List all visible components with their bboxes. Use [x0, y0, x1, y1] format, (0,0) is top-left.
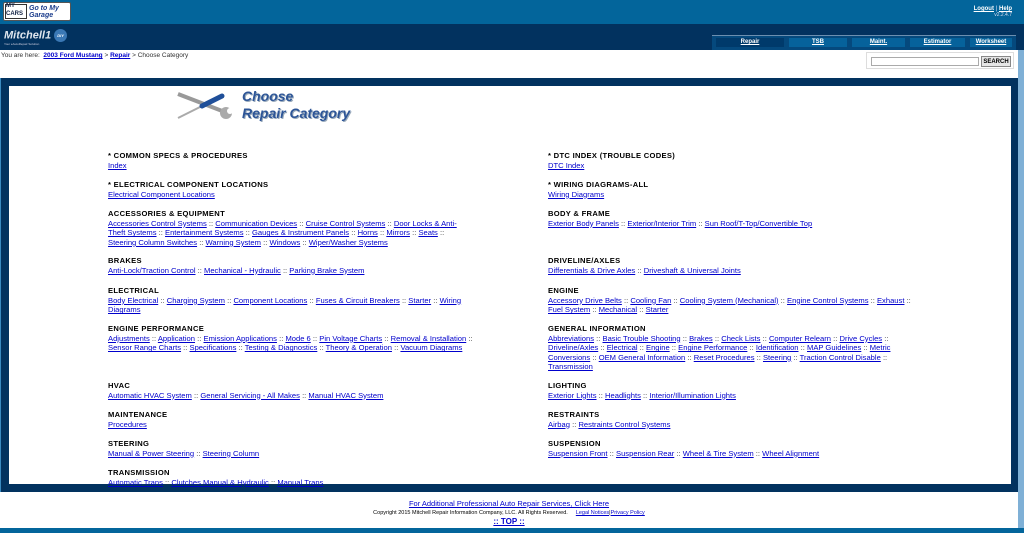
title-line2: Repair Category: [242, 105, 351, 121]
category-title: DRIVELINE/AXLES: [548, 256, 621, 265]
category-link[interactable]: Metric Conversions: [548, 343, 891, 362]
category-link[interactable]: Wheel Alignment: [762, 448, 820, 458]
category-link[interactable]: Steering: [762, 352, 792, 362]
category-link[interactable]: Starter: [645, 305, 669, 315]
garage-label: Go to My Garage: [29, 4, 59, 19]
category-link[interactable]: Wiper/Washer Systems: [308, 237, 388, 247]
category-title: MAINTENANCE: [108, 410, 168, 419]
category-title: * DTC INDEX (TROUBLE CODES): [548, 151, 676, 160]
category-links: [548, 391, 913, 401]
category-link[interactable]: Differentials & Drive Axles: [548, 265, 636, 275]
right-strip: [1018, 50, 1024, 533]
copyright: Copyright 2015 Mitchell Repair Information Company, LLC. All Rights Reserved.: [373, 510, 568, 516]
category-links: [108, 266, 473, 276]
category-link[interactable]: Application: [157, 333, 196, 343]
category-link[interactable]: Driveline/Axles: [548, 343, 599, 353]
link-separator: ::: [592, 352, 597, 362]
category-driveline-axles: [548, 256, 913, 275]
tab-label[interactable]: Maint.: [869, 39, 888, 45]
category-links: [108, 296, 473, 315]
link-separator: ::: [673, 295, 678, 305]
link-separator: ::: [199, 237, 204, 247]
breadcrumb-repair[interactable]: Repair: [110, 52, 131, 59]
category-link[interactable]: Accessory Drive Belts: [548, 295, 622, 305]
go-to-my-garage-button[interactable]: [3, 2, 71, 21]
category-links: [108, 420, 473, 430]
category-link[interactable]: Cooling System (Mechanical): [679, 295, 779, 305]
professional-services-link[interactable]: For Additional Professional Auto Repair Services, Click Here: [408, 499, 610, 508]
link-separator: ::: [302, 237, 307, 247]
search-button[interactable]: SEARCH: [981, 56, 1011, 67]
category-engine: [548, 286, 913, 315]
link-separator: ::: [882, 352, 888, 362]
link-separator: ::: [600, 343, 605, 353]
category-suspension: [548, 439, 913, 458]
link-separator: ::: [282, 265, 288, 275]
link-separator: ::: [238, 343, 243, 353]
link-separator: ::: [197, 333, 202, 343]
category-title: HVAC: [108, 381, 131, 390]
link-separator: ::: [196, 448, 201, 458]
link-separator: ::: [755, 448, 761, 458]
category-link[interactable]: Engine Control Systems: [787, 295, 869, 305]
link-separator: ::: [639, 305, 644, 315]
category-links: [548, 420, 913, 430]
category-links: [548, 161, 913, 171]
category-title: * WIRING DIAGRAMS-ALL: [548, 180, 649, 189]
category-link[interactable]: Starter: [408, 295, 432, 305]
link-separator: ::: [394, 343, 399, 353]
category-title: SUSPENSION: [548, 439, 601, 448]
link-separator: ::: [596, 333, 601, 343]
link-separator: ::: [263, 237, 268, 247]
category-link[interactable]: Accessories Control Systems: [108, 218, 207, 228]
category-link[interactable]: Removal & Installation: [390, 333, 467, 343]
category-title: ENGINE PERFORMANCE: [108, 324, 205, 333]
link-separator: ::: [351, 228, 356, 238]
tab-worksheet[interactable]: [970, 38, 1012, 47]
link-separator: ::: [621, 218, 626, 228]
category-link[interactable]: Mirrors: [386, 228, 410, 238]
title-line1: Choose: [242, 88, 294, 104]
category-link[interactable]: DTC Index: [548, 160, 585, 170]
logout-link[interactable]: Logout: [973, 6, 994, 12]
category-hvac: [108, 381, 473, 400]
category-link[interactable]: Gauges & Instrument Panels: [252, 228, 350, 238]
page-header: [172, 88, 351, 129]
category-link[interactable]: Wheel & Tire System: [682, 448, 754, 458]
link-separator: ::: [312, 333, 318, 343]
category-link[interactable]: Automatic Trans: [108, 477, 163, 487]
category-link[interactable]: Traction Control Disable: [799, 352, 881, 362]
category-title: * ELECTRICAL COMPONENT LOCATIONS: [108, 180, 269, 189]
category-link[interactable]: Airbag: [548, 419, 570, 429]
link-separator: ::: [643, 390, 648, 400]
category-links: [548, 449, 913, 459]
breadcrumb-current: > Choose Category: [132, 52, 189, 59]
link-separator: ::: [160, 295, 165, 305]
link-separator: ::: [609, 448, 614, 458]
category-link[interactable]: General Servicing - All Makes: [200, 390, 300, 400]
category-electrical-component-locations: [108, 180, 473, 199]
link-separator: ::: [749, 343, 754, 353]
category-link[interactable]: Headlights: [605, 390, 641, 400]
breadcrumb-prefix: You are here:: [1, 52, 40, 59]
tab-estimator[interactable]: [910, 38, 965, 47]
category-link[interactable]: Engine: [646, 343, 670, 353]
category-link[interactable]: Exterior Lights: [548, 390, 597, 400]
category-link[interactable]: Automatic HVAC System: [108, 390, 192, 400]
category-title: BRAKES: [108, 256, 142, 265]
category-link[interactable]: Mechanical: [598, 305, 638, 315]
tab-tsb[interactable]: [789, 38, 847, 47]
category-links: [548, 266, 913, 276]
category-link[interactable]: Mode 6: [285, 333, 311, 343]
category-maintenance: [108, 410, 473, 429]
category-link[interactable]: Manual HVAC System: [308, 390, 384, 400]
link-separator: ::: [197, 265, 202, 275]
category-title: GENERAL INFORMATION: [548, 324, 646, 333]
category-title: ENGINE: [548, 286, 579, 295]
category-title: TRANSMISSION: [108, 468, 170, 477]
footer: [0, 499, 1018, 526]
category-link[interactable]: Basic Trouble Shooting: [602, 333, 681, 343]
link-separator: ::: [193, 390, 199, 400]
link-separator: ::: [800, 343, 805, 353]
category-link[interactable]: Specifications: [189, 343, 237, 353]
category-wiring-diagrams-all: [548, 180, 913, 199]
link-separator: ::: [183, 343, 188, 353]
category-title: RESTRAINTS: [548, 410, 600, 419]
link-separator: ::: [863, 343, 868, 353]
category-link[interactable]: Manual & Power Steering: [108, 448, 195, 458]
category-link[interactable]: Mechanical - Hydraulic: [204, 265, 281, 275]
category-title: STEERING: [108, 439, 150, 448]
privacy-policy-link[interactable]: Privacy Policy: [610, 510, 645, 516]
tab-repair[interactable]: [716, 38, 784, 47]
category-link[interactable]: Exterior/Interior Trim: [627, 218, 697, 228]
category-link[interactable]: Reset Procedures: [693, 352, 755, 362]
category-link[interactable]: Driveshaft & Universal Joints: [643, 265, 741, 275]
category-lighting: [548, 381, 913, 400]
link-separator: ::: [598, 390, 603, 400]
link-separator: ::: [698, 218, 703, 228]
category-link[interactable]: Entertainment Systems: [165, 228, 244, 238]
category-brakes: [108, 256, 473, 275]
category-links: [108, 219, 473, 248]
category-title: BODY & FRAME: [548, 209, 611, 218]
category-link[interactable]: Theory & Operation: [325, 343, 392, 353]
link-separator: ::: [468, 333, 473, 343]
category-link[interactable]: Procedures: [108, 419, 147, 429]
category-links: [548, 190, 913, 200]
tab-label[interactable]: Repair: [740, 39, 760, 45]
link-separator: ::: [158, 228, 163, 238]
category-link[interactable]: MAP Guidelines: [807, 343, 862, 353]
category-link[interactable]: Fuses & Circuit Breakers: [315, 295, 400, 305]
category-link[interactable]: Interior/Illumination Lights: [649, 390, 736, 400]
category-link[interactable]: Exterior Body Panels: [548, 218, 619, 228]
category-link[interactable]: Windows: [269, 237, 301, 247]
page-title: [242, 88, 350, 122]
top-bar: [0, 0, 1024, 24]
link-separator: ::: [870, 295, 875, 305]
category-link[interactable]: Manual Trans: [277, 477, 324, 487]
logo-tagline: Your eAutoRepair Solution: [4, 42, 40, 46]
link-separator: ::: [433, 295, 438, 305]
link-separator: ::: [637, 265, 642, 275]
category-accessories-equipment: [108, 209, 473, 247]
category-link[interactable]: Steering Column: [202, 448, 260, 458]
account-links: Logout | Help v2.2.4.7: [973, 6, 1012, 18]
link-separator: ::: [309, 295, 314, 305]
category-link[interactable]: Drive Cycles: [839, 333, 883, 343]
link-separator: ::: [793, 352, 798, 362]
link-separator: ::: [756, 352, 761, 362]
category-link[interactable]: Identification: [755, 343, 799, 353]
category-link[interactable]: Adjustments: [108, 333, 150, 343]
category-links: [108, 334, 473, 353]
category-links: [108, 161, 473, 171]
category-link[interactable]: Index: [108, 160, 127, 170]
link-separator: ::: [379, 228, 385, 238]
bottom-bar: [0, 528, 1024, 533]
category-link[interactable]: Electrical: [606, 343, 638, 353]
category-link[interactable]: Pin Voltage Charts: [319, 333, 383, 343]
category-link[interactable]: Charging System: [166, 295, 225, 305]
legal-notices-link[interactable]: Legal Notices: [575, 510, 610, 516]
link-separator: ::: [401, 295, 407, 305]
link-separator: ::: [592, 305, 597, 315]
link-separator: ::: [687, 352, 692, 362]
link-separator: ::: [780, 295, 785, 305]
top-link[interactable]: :: TOP ::: [493, 517, 525, 526]
link-separator: ::: [151, 333, 157, 343]
category-link[interactable]: Brakes: [689, 333, 713, 343]
category-electrical: [108, 286, 473, 315]
link-separator: ::: [319, 343, 324, 353]
category-link[interactable]: Testing & Diagnostics: [244, 343, 318, 353]
category-link[interactable]: Component Locations: [233, 295, 308, 305]
category-link[interactable]: Abbreviations: [548, 333, 595, 343]
category-link[interactable]: Parking Brake System: [289, 265, 365, 275]
link-separator: ::: [245, 228, 250, 238]
category-links: [548, 296, 913, 315]
help-link[interactable]: Help: [998, 6, 1012, 12]
category-link[interactable]: Horns: [357, 228, 378, 238]
breadcrumb-vehicle[interactable]: 2003 Ford Mustang: [43, 52, 103, 59]
link-separator: ::: [208, 218, 214, 228]
tab-maint[interactable]: [852, 38, 905, 47]
category-link[interactable]: Sun Roof/T-Top/Convertible Top: [704, 218, 813, 228]
link-separator: ::: [623, 295, 629, 305]
category-title: ACCESSORIES & EQUIPMENT: [108, 209, 226, 218]
link-separator: ::: [906, 295, 911, 305]
link-separator: ::: [682, 333, 687, 343]
category-link[interactable]: Steering Column Switches: [108, 237, 198, 247]
link-separator: ::: [714, 333, 720, 343]
category-title: ELECTRICAL: [108, 286, 160, 295]
category-link[interactable]: Sensor Range Charts: [108, 343, 182, 353]
category-link[interactable]: Transmission: [548, 362, 593, 372]
breadcrumb-sep: >: [104, 52, 109, 59]
link-separator: ::: [439, 228, 445, 238]
link-separator: ::: [412, 228, 417, 238]
link-separator: ::: [676, 448, 681, 458]
search-input[interactable]: [871, 57, 979, 66]
category-link[interactable]: Seats: [418, 228, 438, 238]
category-engine-performance: [108, 324, 473, 353]
breadcrumb: [1, 52, 188, 59]
version-label: v2.2.4.7: [994, 12, 1012, 18]
tab-label[interactable]: Worksheet: [975, 39, 1007, 45]
diy-badge: DIY: [54, 29, 67, 42]
category-steering: [108, 439, 473, 458]
link-separator: ::: [572, 419, 577, 429]
category-links: [108, 391, 473, 401]
category-link[interactable]: Computer Relearn: [768, 333, 831, 343]
link-separator: ::: [384, 333, 389, 343]
category-links: [548, 219, 913, 229]
footer-divider: |: [609, 510, 611, 516]
my-cars-plate: MY CARS: [5, 4, 27, 19]
category-link[interactable]: Warning System: [205, 237, 261, 247]
content-frame: [0, 78, 1018, 492]
link-separator: ::: [884, 333, 889, 343]
link-separator: ::: [639, 343, 644, 353]
link-separator: ::: [227, 295, 232, 305]
category-link[interactable]: Restraints Control Systems: [578, 419, 671, 429]
category-link[interactable]: Body Electrical: [108, 295, 159, 305]
category-links: [548, 334, 913, 372]
link-separator: ::: [165, 477, 170, 487]
category-links: [108, 190, 473, 200]
category-restraints: [548, 410, 913, 429]
category-link[interactable]: Suspension Front: [548, 448, 608, 458]
category-link[interactable]: Vacuum Diagrams: [400, 343, 463, 353]
tab-label[interactable]: Estimator: [923, 39, 952, 45]
link-separator: ::: [387, 218, 392, 228]
category-link[interactable]: Engine Performance: [678, 343, 748, 353]
link-separator: ::: [833, 333, 838, 343]
category-link[interactable]: Suspension Rear: [616, 448, 675, 458]
category-title: LIGHTING: [548, 381, 587, 390]
category-link[interactable]: Wiring Diagrams: [108, 295, 462, 315]
category-general-information: [548, 324, 913, 372]
category-links: [108, 478, 473, 488]
link-separator: ::: [762, 333, 767, 343]
mitchell1-logo: [4, 29, 67, 46]
link-separator: ::: [671, 343, 677, 353]
category-link[interactable]: Electrical Component Locations: [108, 189, 215, 199]
tab-label[interactable]: TSB: [812, 39, 824, 45]
category-link[interactable]: Clutches Manual & Hydraulic: [171, 477, 269, 487]
logo-text: Mitchell1: [4, 29, 52, 42]
category-body-frame: [548, 209, 913, 228]
category-links: [108, 449, 473, 459]
category-dtc-index-trouble-codes: [548, 151, 913, 170]
category-link[interactable]: OEM General Information: [598, 352, 686, 362]
category-common-specs-procedures: [108, 151, 473, 170]
link-separator: ::: [270, 477, 276, 487]
category-link[interactable]: Exhaust: [876, 295, 905, 305]
category-link[interactable]: Door Locks & Anti-Theft Systems: [108, 218, 457, 238]
link-separator: ::: [299, 218, 304, 228]
category-transmission: [108, 468, 473, 487]
category-link[interactable]: Check Lists: [721, 333, 761, 343]
link-separator: ::: [279, 333, 284, 343]
link-separator: ::: [302, 390, 307, 400]
category-link[interactable]: Communication Devices: [215, 218, 298, 228]
category-link[interactable]: Cooling Fan: [630, 295, 672, 305]
category-link[interactable]: Anti-Lock/Traction Control: [108, 265, 196, 275]
search-form: [866, 52, 1014, 69]
category-link[interactable]: Wiring Diagrams: [548, 189, 605, 199]
wrench-screwdriver-icon: [172, 88, 236, 124]
category-link[interactable]: Fuel System: [548, 305, 591, 315]
category-link[interactable]: Emission Applications: [203, 333, 277, 343]
category-title: * COMMON SPECS & PROCEDURES: [108, 151, 248, 160]
category-link[interactable]: Cruise Control Systems: [305, 218, 386, 228]
